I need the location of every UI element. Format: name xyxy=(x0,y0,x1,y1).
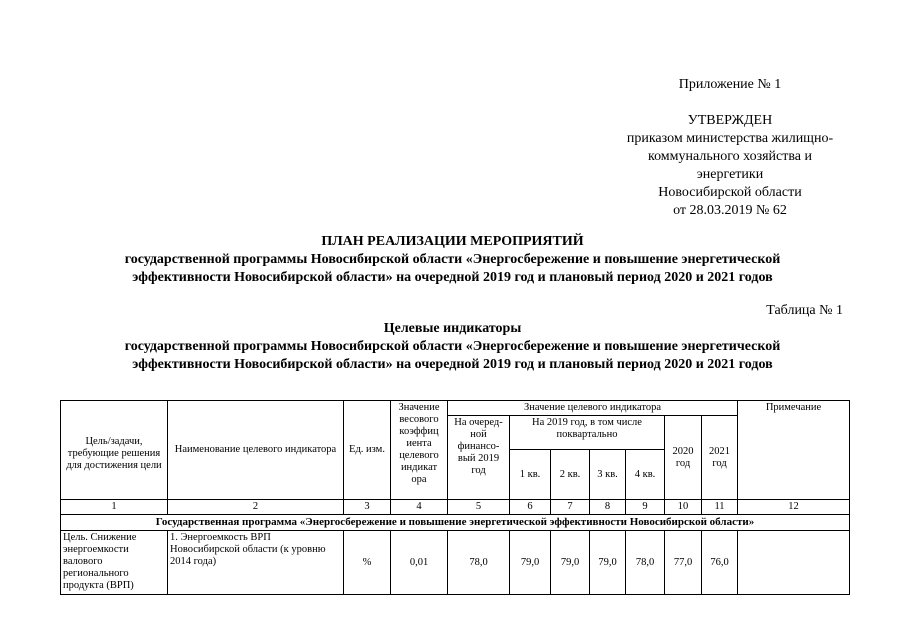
q2-cell: 79,0 xyxy=(551,531,590,595)
col-number: 12 xyxy=(738,500,850,515)
header-indicator: Наименование целевого индикатора xyxy=(168,401,344,500)
q1-cell: 79,0 xyxy=(510,531,551,595)
approval-line-1: приказом министерства жилищно- xyxy=(626,131,834,146)
plan-title xyxy=(60,233,845,287)
col-number: 2 xyxy=(168,500,344,515)
q4-cell: 78,0 xyxy=(626,531,665,595)
col-number: 3 xyxy=(344,500,391,515)
table-subtitle-2: эффективности Новосибирской области» на очередной 2019 год и плановый период 2020 и 2021 годов xyxy=(132,357,773,372)
plan-heading: ПЛАН РЕАЛИЗАЦИИ МЕРОПРИЯТИЙ xyxy=(321,234,584,249)
header-note: Примечание xyxy=(738,401,850,500)
header-quarterly: На 2019 год, в том числе поквартально xyxy=(510,416,665,450)
header-2020: 2020 год xyxy=(665,416,702,500)
plan-subtitle-1: государственной программы Новосибирской области «Энергосбережение и повышение энергетической xyxy=(124,252,781,267)
appendix-label: Приложение № 1 xyxy=(678,77,782,92)
note-cell xyxy=(738,531,850,595)
col-number: 6 xyxy=(510,500,551,515)
col-number: 5 xyxy=(448,500,510,515)
goal-cell: Цель. Снижение энергоемкости валового регионального продукта (ВРП) xyxy=(61,531,168,595)
approved-label: УТВЕРЖДЕН xyxy=(687,113,773,128)
indicators-table xyxy=(60,400,850,595)
header-current-year: На очеред- ной финансо- вый 2019 год xyxy=(448,416,510,500)
unit-cell: % xyxy=(344,531,391,595)
header-q3: 3 кв. xyxy=(590,450,626,500)
weight-cell: 0,01 xyxy=(391,531,448,595)
col-number: 11 xyxy=(702,500,738,515)
approval-stamp xyxy=(600,76,860,220)
approval-line-4: Новосибирской области xyxy=(658,185,802,200)
col-number: 4 xyxy=(391,500,448,515)
col-number: 9 xyxy=(626,500,665,515)
table-subtitle-1: государственной программы Новосибирской области «Энергосбережение и повышение энергетической xyxy=(124,339,781,354)
program-title: Государственная программа «Энергосбережение и повышение энергетической эффективности Новосибирской области» xyxy=(61,515,850,531)
plan-subtitle-2: эффективности Новосибирской области» на очередной 2019 год и плановый период 2020 и 2021 годов xyxy=(132,270,773,285)
table-heading: Целевые индикаторы xyxy=(383,321,522,336)
header-q2: 2 кв. xyxy=(551,450,590,500)
table-number: Таблица № 1 xyxy=(766,303,843,318)
header-2021: 2021 год xyxy=(702,416,738,500)
header-goal: Цель/задачи, требующие решения для достижения цели xyxy=(61,401,168,500)
current-year-cell: 78,0 xyxy=(448,531,510,595)
approval-line-3: энергетики xyxy=(696,167,764,182)
col-number: 8 xyxy=(590,500,626,515)
column-number-row xyxy=(61,500,850,515)
approval-line-2: коммунального хозяйства и xyxy=(647,149,813,164)
header-unit: Ед. изм. xyxy=(344,401,391,500)
header-value-group: Значение целевого индикатора xyxy=(448,401,738,416)
approval-line-5: от 28.03.2019 № 62 xyxy=(673,203,787,218)
table-title xyxy=(60,320,845,374)
col-number: 1 xyxy=(61,500,168,515)
header-q4: 4 кв. xyxy=(626,450,665,500)
y2021-cell: 76,0 xyxy=(702,531,738,595)
header-q1: 1 кв. xyxy=(510,450,551,500)
col-number: 10 xyxy=(665,500,702,515)
table-row xyxy=(61,531,850,595)
header-weight: Значение весового коэффиц иента целевого индикат ора xyxy=(391,401,448,500)
col-number: 7 xyxy=(551,500,590,515)
program-row xyxy=(61,515,850,531)
q3-cell: 79,0 xyxy=(590,531,626,595)
indicator-cell: 1. Энергоемкость ВРП Новосибирской области (к уровню 2014 года) xyxy=(168,531,344,595)
spacer xyxy=(600,94,860,112)
y2020-cell: 77,0 xyxy=(665,531,702,595)
